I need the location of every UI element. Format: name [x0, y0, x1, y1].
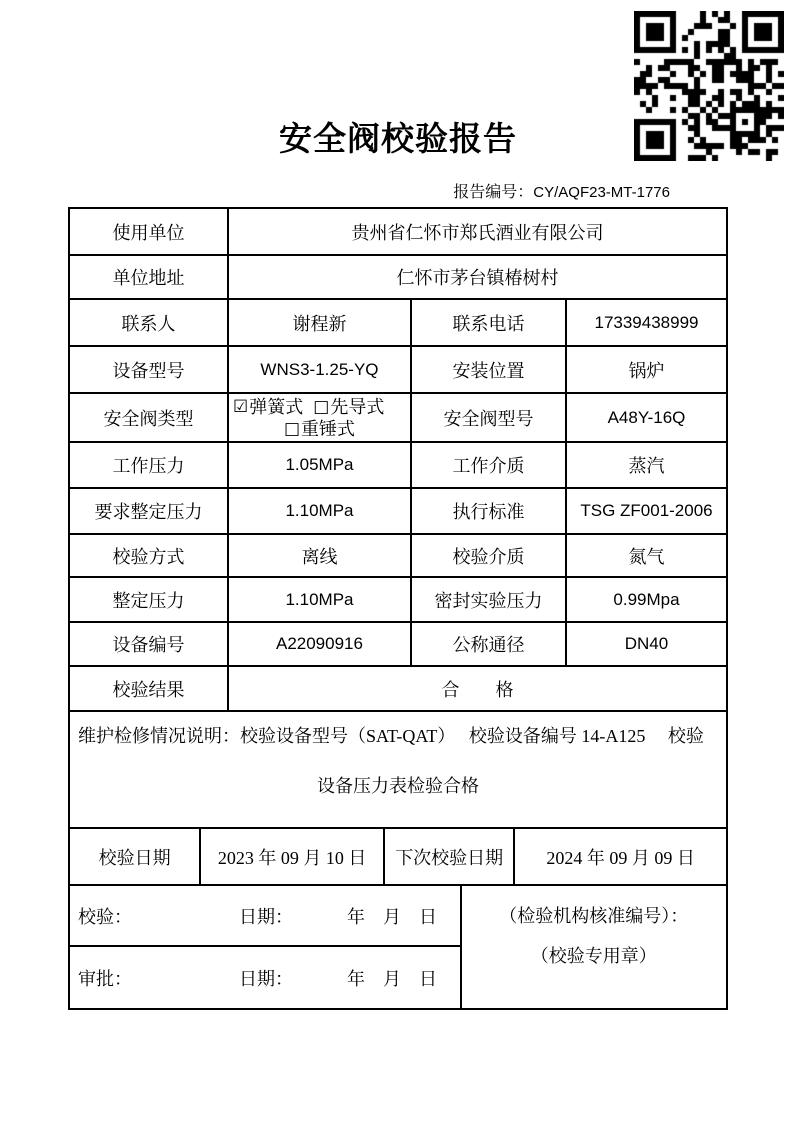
- report-table: [68, 207, 728, 1010]
- table-row-result: [70, 667, 726, 712]
- calibration-method-label: 校验方式: [70, 535, 229, 576]
- table-row-address: [70, 256, 726, 300]
- next-calibration-date-value: 2024 年 09 月 09 日: [546, 847, 695, 868]
- checked-checkbox-icon: ☑: [233, 396, 249, 417]
- verifier-ymd-blank: 年 月 日: [347, 906, 437, 927]
- calibration-medium-value: 氮气: [628, 546, 665, 567]
- stamp-label: （校验专用章）: [530, 946, 657, 966]
- org-approval-code-label: （检验机构核准编号）：: [499, 906, 689, 926]
- usage-unit-label: 使用单位: [70, 209, 229, 254]
- page-title: 安全阀校验报告: [279, 122, 517, 158]
- report-number-label: 报告编号：: [453, 184, 534, 201]
- valve-type-options: [229, 394, 412, 441]
- maintenance-note-line2: 设备压力表检验合格: [317, 776, 479, 796]
- report-number: [453, 179, 670, 202]
- approver-date-label: 日期：: [239, 968, 293, 989]
- verifier-date-label: 日期：: [239, 906, 293, 927]
- verifier-label: 校验：: [78, 906, 132, 927]
- work-pressure-value: 1.05MPa: [229, 443, 412, 487]
- set-pressure-value: 1.10MPa: [229, 578, 412, 621]
- unchecked-checkbox-icon: □: [313, 396, 330, 417]
- verifier-signature-row: [70, 886, 460, 947]
- standard-label: 执行标准: [412, 489, 567, 533]
- checkbox-weight-type: [284, 418, 355, 440]
- calibration-medium-label: 校验介质: [412, 535, 567, 576]
- table-row-calibration-date: [70, 829, 726, 886]
- calibration-date-label: 校验日期: [70, 829, 201, 884]
- usage-unit-value: 贵州省仁怀市郑氏酒业有限公司: [351, 222, 604, 243]
- table-row-required-set-pressure: [70, 489, 726, 535]
- phone-value: 17339438999: [594, 312, 699, 332]
- approver-ymd-blank: 年 月 日: [347, 968, 437, 989]
- signature-column: [70, 886, 462, 1008]
- approver-signature-row: [70, 947, 460, 1008]
- table-row-calibration-method: [70, 535, 726, 578]
- install-position-value: 锅炉: [628, 360, 665, 381]
- phone-label: 联系电话: [412, 300, 567, 345]
- valve-model-value: A48Y-16Q: [607, 407, 686, 427]
- table-row-set-pressure: [70, 578, 726, 623]
- approver-label: 审批：: [78, 968, 132, 989]
- valve-model-label: 安全阀型号: [412, 394, 567, 441]
- report-number-value: CY/AQF23-MT-1776: [533, 184, 670, 201]
- result-label: 校验结果: [70, 667, 229, 710]
- table-row-valve-type: [70, 394, 726, 443]
- required-set-pressure-value: 1.10MPa: [229, 489, 412, 533]
- valve-type-label: 安全阀类型: [70, 394, 229, 441]
- maintenance-note: [70, 712, 726, 827]
- work-medium-value: 蒸汽: [628, 456, 665, 476]
- valve-type-options-line1: [233, 396, 406, 418]
- work-medium-label: 工作介质: [412, 443, 567, 487]
- contact-label: 联系人: [70, 300, 229, 345]
- checkbox-pilot-type-label: 先导式: [330, 396, 385, 417]
- calibration-date-value: 2023 年 09 月 10 日: [201, 829, 385, 884]
- unchecked-checkbox-icon: □: [283, 418, 300, 439]
- calibration-method-value: 离线: [229, 535, 412, 576]
- table-row-device-number: [70, 623, 726, 667]
- checkbox-pilot-type: [313, 396, 384, 418]
- table-row-device-model: [70, 347, 726, 394]
- table-row-signatures: [70, 886, 726, 1008]
- table-row-maintenance-note: [70, 712, 726, 829]
- required-set-pressure-label: 要求整定压力: [70, 489, 229, 533]
- valve-type-options-line2: [233, 418, 406, 440]
- maintenance-note-line1: 维护检修情况说明：校验设备型号（SAT-QAT） 校验设备编号 14-A125 校验: [78, 726, 704, 746]
- set-pressure-label: 整定压力: [70, 578, 229, 621]
- device-model-value: WNS3-1.25-YQ: [229, 347, 412, 392]
- checkbox-weight-type-label: 重锤式: [301, 418, 355, 439]
- result-value: 合 格: [441, 679, 514, 700]
- table-row-contact: [70, 300, 726, 347]
- address-value: 仁怀市茅台镇椿树村: [396, 268, 559, 288]
- next-calibration-date-label: 下次校验日期: [385, 829, 515, 884]
- seal-test-pressure-label: 密封实验压力: [412, 578, 567, 621]
- device-number-value: A22090916: [229, 623, 412, 665]
- table-row-usage-unit: [70, 209, 726, 256]
- work-pressure-label: 工作压力: [70, 443, 229, 487]
- device-model-label: 设备型号: [70, 347, 229, 392]
- seal-test-pressure-value: 0.99Mpa: [613, 589, 680, 609]
- checkbox-spring-type: [233, 396, 303, 418]
- nominal-diameter-value: DN40: [624, 634, 669, 653]
- device-number-label: 设备编号: [70, 623, 229, 665]
- address-label: 单位地址: [70, 256, 229, 298]
- table-row-work-pressure: [70, 443, 726, 489]
- standard-value: TSG ZF001-2006: [580, 501, 713, 520]
- checkbox-spring-type-label: 弹簧式: [249, 396, 304, 417]
- nominal-diameter-label: 公称通径: [412, 623, 567, 665]
- contact-value: 谢程新: [229, 300, 412, 345]
- install-position-label: 安装位置: [412, 347, 567, 392]
- stamp-cell: [462, 886, 726, 1008]
